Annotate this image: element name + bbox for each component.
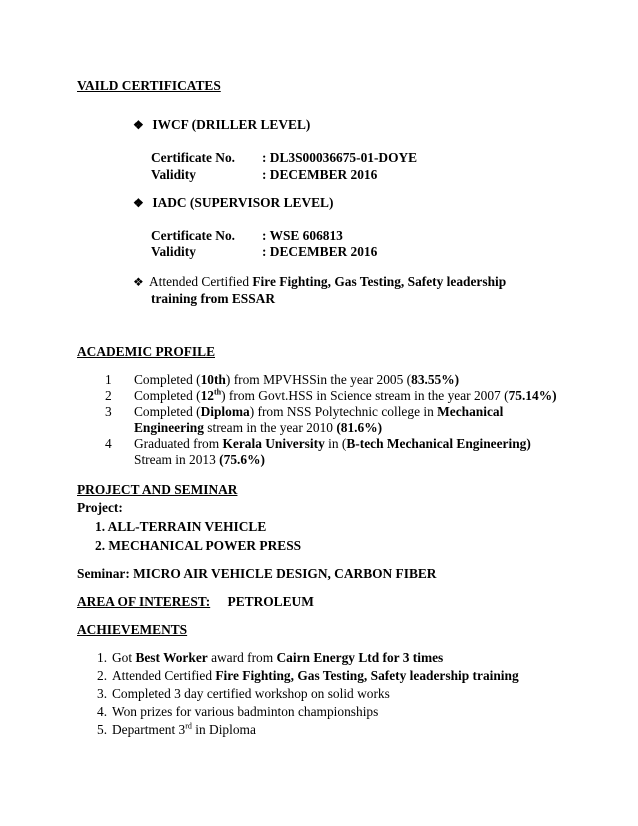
diamond-bullet-icon: ❖ [133,118,144,132]
iwcf-cert-value: : DL3S00036675-01-DOYE [262,150,418,165]
interest-row [77,593,314,610]
iadc-title: IADC (SUPERVISOR LEVEL) [152,195,334,210]
iadc-validity-value: : DECEMBER 2016 [262,244,378,259]
project-heading: PROJECT AND SEMINAR [77,482,238,497]
achievement-item: 3. Completed 3 day certified workshop on solid works [97,686,390,701]
project-label: Project: [77,500,123,515]
academic-item: 2 Completed (12th) from Govt.HSS in Science stream in the year 2007 (75.14%) [105,387,557,403]
academic-heading: ACADEMIC PROFILE [77,344,215,359]
certificates-heading: VAILD CERTIFICATES [77,78,221,93]
iadc-title-row [133,194,333,212]
achievements-heading: ACHIEVEMENTS [77,622,188,637]
interest-value: PETROLEUM [227,594,314,609]
project-item: 1. ALL-TERRAIN VEHICLE [95,519,267,534]
training-row [133,273,506,291]
academic-item: 4 Graduated from Kerala University in (B-tech Mechanical Engineering) [105,436,531,451]
academic-item: 3 Completed (Diploma) from NSS Polytechnic college in Mechanical [105,404,504,419]
iadc-cert-label: Certificate No. [151,228,236,243]
project-item: 2. MECHANICAL POWER PRESS [95,538,302,553]
iadc-cert-value: : WSE 606813 [262,228,343,243]
achievement-item: 4. Won prizes for various badminton championships [97,704,379,719]
iwcf-title: IWCF (DRILLER LEVEL) [152,117,311,132]
iwcf-cert-label: Certificate No. [151,150,236,165]
achievement-item: 2. Attended Certified Fire Fighting, Gas Testing, Safety leadership training [97,668,519,683]
seminar-line: Seminar: MICRO AIR VEHICLE DESIGN, CARBON FIBER [77,566,437,581]
iwcf-title-row [133,116,310,134]
training-bold: Fire Fighting, Gas Testing, Safety leadership [252,274,507,289]
training-prefix: Attended Certified [149,274,253,289]
iwcf-validity-label: Validity [151,167,196,182]
diamond-bullet-icon: ❖ [133,196,144,210]
achievement-item: 1. Got Best Worker award from Cairn Energy Ltd for 3 times [97,650,444,665]
academic-item: 1 Completed (10th) from MPVHSSin the year 2005 (83.55%) [105,372,460,387]
interest-heading: AREA OF INTEREST: [77,594,211,609]
iadc-validity-label: Validity [151,244,196,259]
training-line2: training from ESSAR [151,291,276,306]
achievement-item: 5. Department 3rd in Diploma [97,721,256,737]
diamond-bullet-icon: ❖ [133,275,144,289]
academic-item-line2: Engineering stream in the year 2010 (81.6%) [134,420,383,435]
iwcf-validity-value: : DECEMBER 2016 [262,167,378,182]
academic-item-line2: Stream in 2013 (75.6%) [134,452,265,467]
